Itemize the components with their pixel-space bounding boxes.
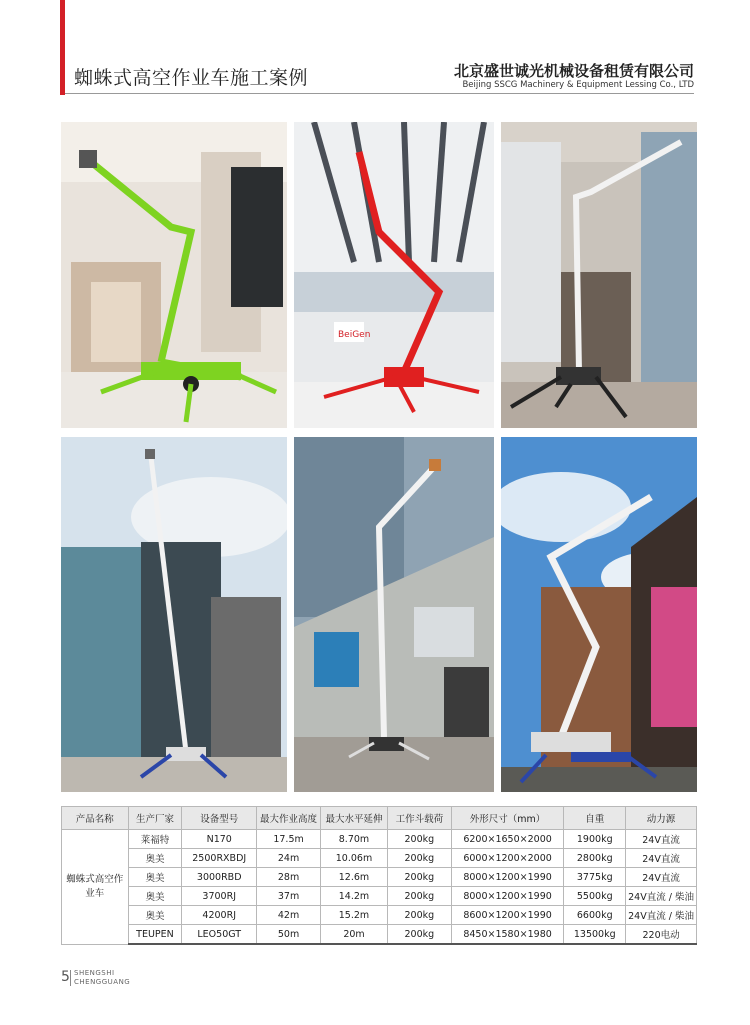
product-name-cell: 蜘蛛式高空作业车 — [62, 830, 129, 945]
header-cell: 设备型号 — [182, 807, 257, 830]
table-row — [62, 887, 697, 906]
table-cell: 奥美 — [128, 906, 182, 925]
table-row — [62, 830, 697, 849]
table-cell: 8.70m — [321, 830, 388, 849]
table-cell: 15.2m — [321, 906, 388, 925]
table-cell: 24V直流 — [626, 849, 697, 868]
table-cell: 奥美 — [128, 887, 182, 906]
table-cell: 12.6m — [321, 868, 388, 887]
table-cell: 奥美 — [128, 868, 182, 887]
table-cell: 200kg — [387, 925, 451, 945]
spider-lift-building-exterior-photo — [61, 437, 287, 792]
table-cell: 10.06m — [321, 849, 388, 868]
header-cell: 外形尺寸（mm） — [451, 807, 564, 830]
table-cell: 17.5m — [257, 830, 321, 849]
spec-table-header — [62, 807, 697, 830]
footer-brand-line2: CHENGGUANG — [74, 978, 131, 986]
table-cell: TEUPEN — [128, 925, 182, 945]
table-cell: 4200RJ — [182, 906, 257, 925]
table-cell: 24V直流 — [626, 830, 697, 849]
spec-table — [61, 806, 697, 945]
table-cell: 奥美 — [128, 849, 182, 868]
header-cell: 工作斗载荷 — [387, 807, 451, 830]
table-cell: 6000×1200×2000 — [451, 849, 564, 868]
header-cell: 自重 — [564, 807, 626, 830]
green-spider-lift-lobby-photo — [61, 122, 287, 428]
header-cell: 生产厂家 — [128, 807, 182, 830]
company-name-en: Beijing SSCG Machinery & Equipment Lessing Co., LTD — [462, 80, 694, 90]
table-cell: 24V直流 / 柴油 — [626, 906, 697, 925]
table-cell: 8000×1200×1990 — [451, 868, 564, 887]
footer-divider — [70, 970, 71, 986]
header-divider — [65, 93, 694, 94]
table-cell: 2800kg — [564, 849, 626, 868]
table-cell: 24V直流 / 柴油 — [626, 887, 697, 906]
table-cell: 2500RXBDJ — [182, 849, 257, 868]
table-cell: 8450×1580×1980 — [451, 925, 564, 945]
page-title: 蜘蛛式高空作业车施工案例 — [74, 67, 309, 89]
table-cell: 42m — [257, 906, 321, 925]
table-row — [62, 906, 697, 925]
header-accent-bar — [60, 0, 65, 95]
table-cell: 8600×1200×1990 — [451, 906, 564, 925]
table-cell: 220电动 — [626, 925, 697, 945]
table-cell: 200kg — [387, 830, 451, 849]
table-row — [62, 925, 697, 945]
table-cell: 28m — [257, 868, 321, 887]
atrium-sign-text: BeiGen — [338, 330, 371, 340]
table-cell: 24m — [257, 849, 321, 868]
table-cell: 8000×1200×1990 — [451, 887, 564, 906]
table-cell: 24V直流 — [626, 868, 697, 887]
spider-lift-street-photo — [501, 437, 697, 792]
table-cell: 200kg — [387, 849, 451, 868]
table-cell: 6200×1650×2000 — [451, 830, 564, 849]
table-cell: 200kg — [387, 906, 451, 925]
table-cell: 1900kg — [564, 830, 626, 849]
footer-brand-line1: SHENGSHI — [74, 969, 115, 977]
table-cell: LEO50GT — [182, 925, 257, 945]
table-cell: 200kg — [387, 868, 451, 887]
table-cell: 200kg — [387, 887, 451, 906]
table-cell: 莱福特 — [128, 830, 182, 849]
page-number: 5 — [61, 969, 70, 985]
table-cell: 5500kg — [564, 887, 626, 906]
table-cell: 20m — [321, 925, 388, 945]
table-cell: 6600kg — [564, 906, 626, 925]
header-cell: 动力源 — [626, 807, 697, 830]
header-cell: 最大作业高度 — [257, 807, 321, 830]
table-cell: 37m — [257, 887, 321, 906]
table-row — [62, 868, 697, 887]
header-cell: 产品名称 — [62, 807, 129, 830]
spider-lift-mall-facade-photo — [294, 437, 494, 792]
table-cell: 14.2m — [321, 887, 388, 906]
table-row — [62, 849, 697, 868]
white-spider-lift-atrium-photo — [501, 122, 697, 428]
header-cell: 最大水平延伸 — [321, 807, 388, 830]
table-cell: 3775kg — [564, 868, 626, 887]
table-cell: 13500kg — [564, 925, 626, 945]
table-cell: 50m — [257, 925, 321, 945]
table-cell: 3700RJ — [182, 887, 257, 906]
table-cell: N170 — [182, 830, 257, 849]
red-spider-lift-atrium-photo — [294, 122, 494, 428]
table-cell: 3000RBD — [182, 868, 257, 887]
company-name-cn: 北京盛世诚光机械设备租赁有限公司 — [453, 62, 694, 80]
